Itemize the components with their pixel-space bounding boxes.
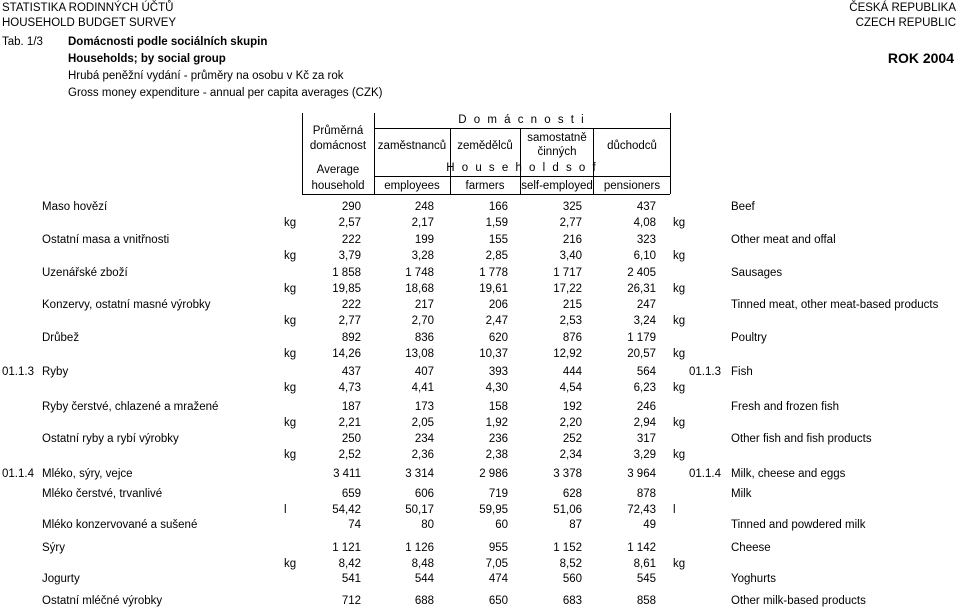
expenditure-value: 878	[636, 488, 656, 500]
item-name-en: Milk	[731, 488, 752, 500]
quantity-value: 2,85	[485, 250, 508, 262]
quantity-value: 2,70	[411, 315, 434, 327]
quantity-value: 51,06	[553, 504, 582, 516]
expenditure-value: 437	[341, 366, 361, 378]
item-name-cz: Konzervy, ostatní masné výrobky	[42, 299, 211, 311]
expenditure-value: 444	[562, 366, 582, 378]
quantity-value: 8,42	[338, 558, 361, 570]
expenditure-value: 246	[636, 401, 656, 413]
item-name-cz: Ostatní mléčné výrobky	[42, 595, 163, 607]
item-name-cz: Mléko čerstvé, trvanlivé	[42, 488, 163, 500]
item-name-en: Cheese	[731, 542, 771, 554]
item-name-en: Sausages	[731, 267, 783, 279]
item-name-en: Tinned and powdered milk	[731, 519, 866, 531]
expenditure-value: 317	[636, 433, 656, 445]
expenditure-value: 393	[488, 366, 508, 378]
unit-label-right: kg	[673, 217, 686, 229]
expenditure-value: 541	[341, 573, 361, 585]
header-bottom-rule	[302, 194, 670, 195]
expenditure-value: 1 121	[332, 542, 361, 554]
quantity-value: 2,94	[633, 417, 656, 429]
col-pensioners-cz: důchodců	[607, 140, 657, 152]
expenditure-value: 474	[488, 573, 508, 585]
item-name-en: Yoghurts	[731, 573, 776, 585]
expenditure-value: 222	[341, 234, 361, 246]
quantity-value: 2,52	[338, 449, 361, 461]
item-name-cz: Jogurty	[42, 573, 80, 585]
expenditure-value: 688	[414, 595, 434, 607]
item-name-en: Other milk-based products	[731, 595, 866, 607]
quantity-value: 2,57	[338, 217, 361, 229]
expenditure-value: 199	[414, 234, 434, 246]
unit-label: kg	[284, 217, 297, 229]
expenditure-value: 1 778	[479, 267, 508, 279]
unit-label-right: kg	[673, 382, 686, 394]
subtitle-en: Gross money expenditure - annual per capita averages (CZK)	[68, 87, 383, 99]
expenditure-value: 173	[414, 401, 434, 413]
expenditure-value: 234	[414, 433, 434, 445]
quantity-value: 4,54	[559, 382, 582, 394]
unit-label: kg	[284, 315, 297, 327]
quantity-value: 10,37	[479, 348, 508, 360]
expenditure-value: 3 314	[405, 468, 434, 480]
expenditure-value: 1 152	[553, 542, 582, 554]
quantity-value: 6,23	[633, 382, 656, 394]
unit-label: kg	[284, 348, 297, 360]
expenditure-value: 892	[341, 332, 361, 344]
col-farmers-en: farmers	[465, 180, 505, 192]
expenditure-value: 250	[341, 433, 361, 445]
group-underline-en	[374, 176, 670, 177]
quantity-value: 3,24	[633, 315, 656, 327]
unit-label-right: kg	[673, 315, 686, 327]
year-label: ROK 2004	[887, 50, 954, 66]
unit-label-right: kg	[673, 417, 686, 429]
expenditure-value: 719	[488, 488, 508, 500]
expenditure-value: 155	[488, 234, 508, 246]
expenditure-value: 1 142	[627, 542, 656, 554]
expenditure-value: 323	[636, 234, 656, 246]
expenditure-value: 216	[562, 234, 582, 246]
expenditure-value: 650	[488, 595, 508, 607]
col-average-en-line1: Average	[316, 164, 360, 176]
quantity-value: 2,38	[485, 449, 508, 461]
expenditure-value: 2 405	[627, 267, 656, 279]
quantity-value: 2,47	[485, 315, 508, 327]
expenditure-value: 236	[488, 433, 508, 445]
item-name-en: Milk, cheese and eggs	[731, 468, 846, 480]
item-name-en: Fish	[731, 366, 753, 378]
unit-label-right: kg	[673, 283, 686, 295]
quantity-value: 4,30	[485, 382, 508, 394]
col-average-cz-line2: domácnost	[309, 140, 367, 152]
item-name-en: Fresh and frozen fish	[731, 401, 840, 413]
quantity-value: 2,34	[559, 449, 582, 461]
col-employees-cz: zaměstnanců	[377, 140, 447, 152]
quantity-value: 14,26	[332, 348, 361, 360]
unit-label-right: kg	[673, 558, 686, 570]
quantity-value: 8,61	[633, 558, 656, 570]
group-underline-cz	[374, 128, 670, 129]
quantity-value: 3,40	[559, 250, 582, 262]
expenditure-value: 876	[562, 332, 582, 344]
quantity-value: 17,22	[553, 283, 582, 295]
expenditure-value: 3 411	[333, 468, 361, 480]
unit-label: l	[284, 504, 287, 516]
expenditure-value: 683	[562, 595, 582, 607]
unit-label: kg	[284, 250, 297, 262]
expenditure-value: 3 378	[553, 468, 582, 480]
expenditure-value: 192	[562, 401, 582, 413]
expenditure-value: 712	[341, 595, 361, 607]
quantity-value: 3,79	[338, 250, 361, 262]
expenditure-value: 836	[414, 332, 434, 344]
unit-label-right: kg	[673, 348, 686, 360]
header-divider	[302, 113, 303, 194]
quantity-value: 4,41	[411, 382, 434, 394]
unit-label: kg	[284, 417, 297, 429]
quantity-value: 18,68	[405, 283, 434, 295]
quantity-value: 4,73	[338, 382, 361, 394]
quantity-value: 2,53	[559, 315, 582, 327]
quantity-value: 19,85	[332, 283, 361, 295]
item-name-cz: Uzenářské zboží	[42, 267, 128, 279]
expenditure-value: 2 986	[479, 468, 508, 480]
group-header-cz: D o m á c n o s t i	[458, 114, 586, 126]
item-name-cz: Maso hovězí	[42, 201, 108, 213]
quantity-value: 59,95	[479, 504, 508, 516]
quantity-value: 13,08	[405, 348, 434, 360]
group-header-en: H o u s e h o l d s o f	[446, 162, 598, 174]
coicop-code: 01.1.4	[2, 468, 34, 480]
quantity-value: 6,10	[633, 250, 656, 262]
expenditure-value: 217	[414, 299, 434, 311]
item-name-cz: Mléko konzervované a sušené	[42, 519, 198, 531]
item-name-cz: Sýry	[42, 542, 65, 554]
item-name-cz: Drůbež	[42, 332, 80, 344]
item-name-en: Poultry	[731, 332, 767, 344]
quantity-value: 1,59	[485, 217, 508, 229]
quantity-value: 50,17	[405, 504, 434, 516]
coicop-code: 01.1.3	[2, 366, 34, 378]
expenditure-value: 407	[414, 366, 434, 378]
unit-label: kg	[284, 283, 297, 295]
expenditure-value: 858	[636, 595, 656, 607]
quantity-value: 2,77	[338, 315, 361, 327]
unit-label: kg	[284, 558, 297, 570]
item-name-cz: Ostatní ryby a rybí výrobky	[42, 433, 179, 445]
quantity-value: 3,29	[633, 449, 656, 461]
expenditure-value: 252	[562, 433, 582, 445]
expenditure-value: 437	[636, 201, 656, 213]
header-divider	[450, 128, 451, 194]
header-divider	[670, 113, 671, 194]
expenditure-value: 80	[421, 519, 434, 531]
col-self-employed-en: self-employed	[521, 180, 593, 192]
survey-name-en: HOUSEHOLD BUDGET SURVEY	[2, 17, 177, 29]
expenditure-value: 1 858	[332, 267, 361, 279]
quantity-value: 3,28	[411, 250, 434, 262]
survey-name-cz: STATISTIKA RODINNÝCH ÚČTŮ	[2, 2, 174, 14]
col-self-employed-cz: samostatně činných	[527, 132, 587, 158]
expenditure-value: 545	[636, 573, 656, 585]
expenditure-value: 325	[562, 201, 582, 213]
col-average-cz-line1: Průměrná	[312, 125, 364, 137]
item-name-en: Beef	[731, 201, 755, 213]
header-divider	[374, 113, 375, 194]
expenditure-value: 1 717	[553, 267, 582, 279]
coicop-code-right: 01.1.3	[689, 366, 721, 378]
header-divider	[520, 128, 521, 194]
quantity-value: 1,92	[485, 417, 508, 429]
table-title-en: Households; by social group	[68, 53, 226, 65]
col-farmers-cz: zemědělců	[457, 140, 513, 152]
expenditure-value: 620	[488, 332, 508, 344]
expenditure-value: 606	[414, 488, 434, 500]
expenditure-value: 544	[414, 573, 434, 585]
header-divider	[593, 128, 594, 194]
quantity-value: 20,57	[627, 348, 656, 360]
expenditure-value: 1 179	[627, 332, 656, 344]
unit-label: kg	[284, 449, 297, 461]
expenditure-value: 49	[643, 519, 656, 531]
expenditure-value: 955	[488, 542, 508, 554]
col-average-en-line2: household	[311, 180, 365, 192]
expenditure-value: 560	[562, 573, 582, 585]
expenditure-value: 87	[569, 519, 582, 531]
expenditure-value: 290	[341, 201, 361, 213]
quantity-value: 2,17	[411, 217, 434, 229]
quantity-value: 19,61	[479, 283, 508, 295]
expenditure-value: 1 126	[405, 542, 434, 554]
col-pensioners-en: pensioners	[603, 180, 661, 192]
quantity-value: 2,20	[559, 417, 582, 429]
expenditure-value: 187	[341, 401, 361, 413]
quantity-value: 2,77	[559, 217, 582, 229]
table-title-cz: Domácnosti podle sociálních skupin	[68, 36, 268, 48]
expenditure-value: 659	[341, 488, 361, 500]
quantity-value: 8,52	[559, 558, 582, 570]
item-name-cz: Ryby	[42, 366, 69, 378]
item-name-cz: Ryby čerstvé, chlazené a mražené	[42, 401, 219, 413]
quantity-value: 54,42	[332, 504, 361, 516]
expenditure-value: 564	[636, 366, 656, 378]
quantity-value: 72,43	[627, 504, 656, 516]
table-number: Tab. 1/3	[2, 36, 43, 48]
quantity-value: 2,21	[338, 417, 361, 429]
item-name-cz: Mléko, sýry, vejce	[42, 468, 133, 480]
expenditure-value: 222	[341, 299, 361, 311]
quantity-value: 7,05	[485, 558, 508, 570]
quantity-value: 4,08	[633, 217, 656, 229]
subtitle-cz: Hrubá peněžní vydání - průměry na osobu v Kč za rok	[68, 70, 344, 82]
expenditure-value: 247	[636, 299, 656, 311]
item-name-cz: Ostatní masa a vnitřnosti	[42, 234, 170, 246]
item-name-en: Other fish and fish products	[731, 433, 872, 445]
col-employees-en: employees	[384, 180, 440, 192]
quantity-value: 2,36	[411, 449, 434, 461]
unit-label-right: kg	[673, 250, 686, 262]
expenditure-value: 248	[414, 201, 434, 213]
expenditure-value: 166	[488, 201, 508, 213]
expenditure-value: 206	[488, 299, 508, 311]
quantity-value: 12,92	[553, 348, 582, 360]
country-cz: ČESKÁ REPUBLIKA	[849, 2, 956, 14]
expenditure-value: 628	[562, 488, 582, 500]
unit-label-right: kg	[673, 449, 686, 461]
expenditure-value: 74	[348, 519, 361, 531]
quantity-value: 8,48	[411, 558, 434, 570]
quantity-value: 2,05	[411, 417, 434, 429]
expenditure-value: 215	[562, 299, 582, 311]
item-name-en: Other meat and offal	[731, 234, 836, 246]
country-en: CZECH REPUBLIC	[855, 17, 956, 29]
unit-label-right: l	[673, 504, 676, 516]
unit-label: kg	[284, 382, 297, 394]
expenditure-value: 60	[495, 519, 508, 531]
expenditure-value: 1 748	[405, 267, 434, 279]
coicop-code-right: 01.1.4	[689, 468, 721, 480]
quantity-value: 26,31	[627, 283, 656, 295]
expenditure-value: 3 964	[627, 468, 656, 480]
expenditure-value: 158	[488, 401, 508, 413]
item-name-en: Tinned meat, other meat-based products	[731, 299, 939, 311]
